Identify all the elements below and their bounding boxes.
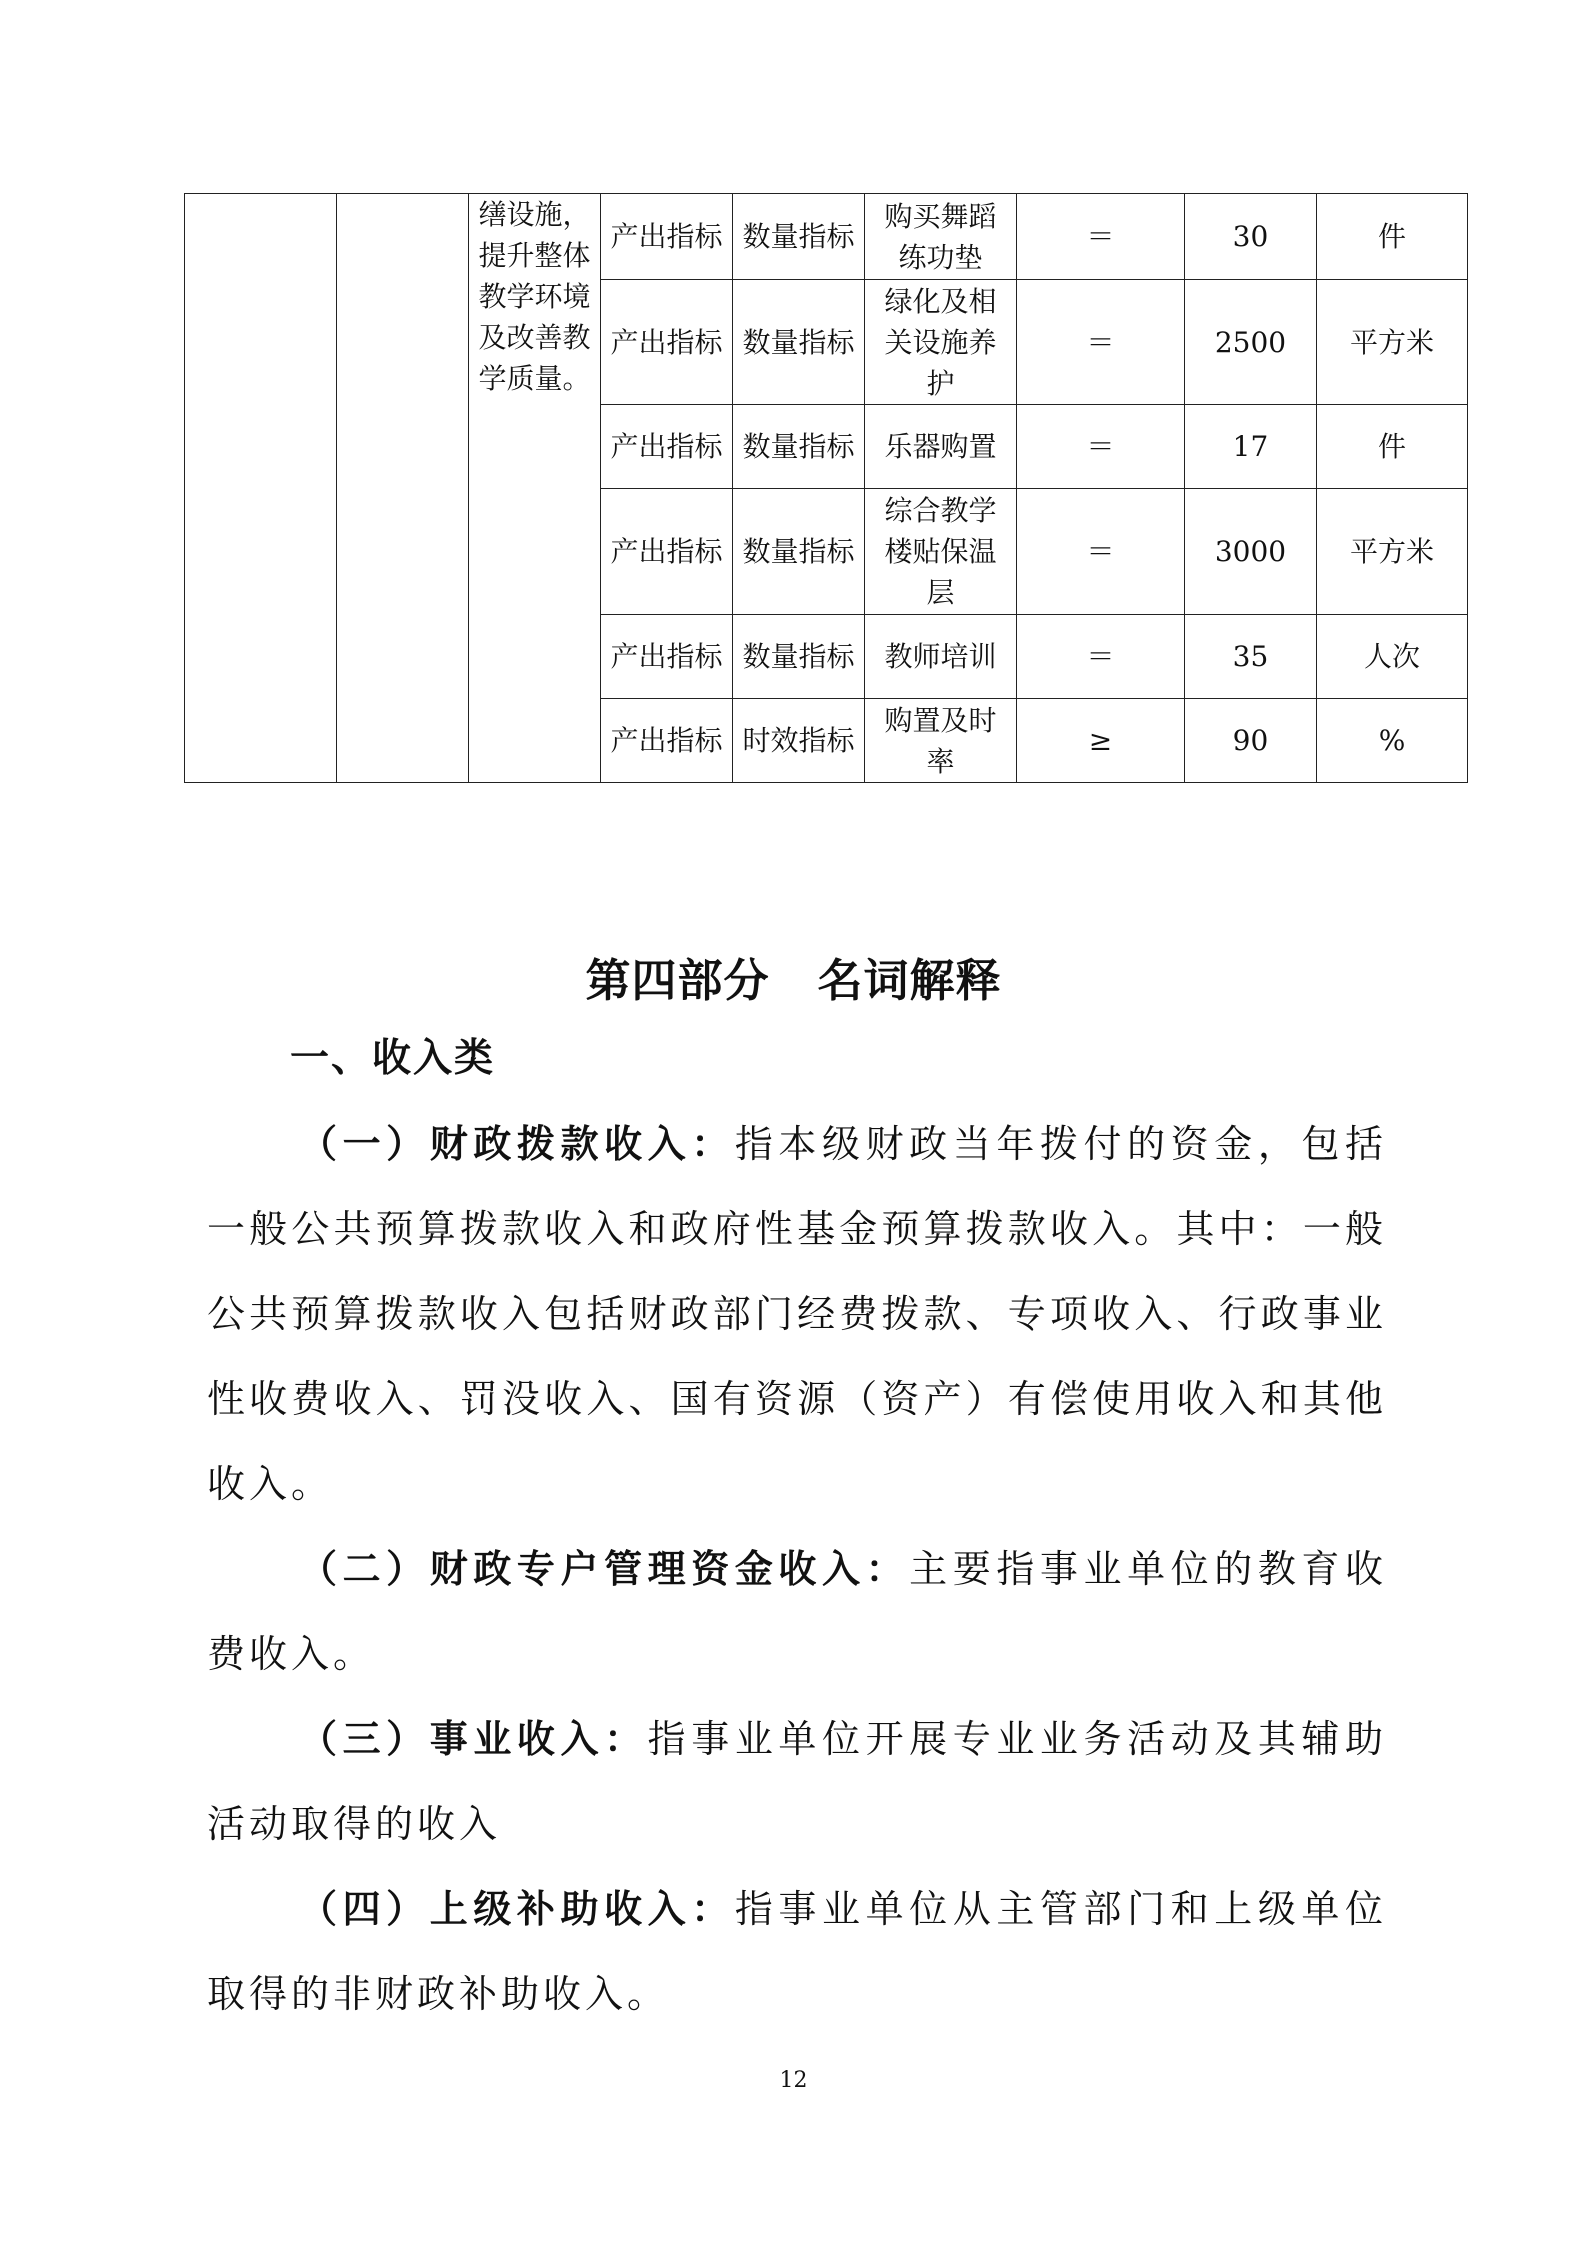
definition-text: 指事业单位开展专业业务活动及其辅助活动取得的收入: [207, 1717, 1387, 1846]
definition-text: 主要指事业单位的教育收费收入。: [207, 1547, 1387, 1676]
project-name-cell: [185, 194, 337, 783]
level1-cell: 产出指标: [601, 280, 733, 405]
goal-cell: [469, 194, 601, 783]
level2-cell: 数量指标: [733, 489, 865, 615]
section-heading: 一、收入类: [290, 1036, 496, 1081]
definition-term: （三）事业收入：: [299, 1717, 648, 1761]
definition-text: 指事业单位从主管部门和上级单位取得的非财政补助收入。: [207, 1887, 1387, 2016]
unit-cell: 平方米: [1317, 280, 1468, 405]
part-title: [0, 944, 1587, 1009]
operator-cell: ＝: [1017, 280, 1185, 405]
operator-cell: ＝: [1017, 194, 1185, 280]
operator-cell: ＝: [1017, 615, 1185, 699]
fund-cell: [337, 194, 469, 783]
unit-cell: %: [1317, 699, 1468, 783]
goal-text: 缮设施，提升整体教学环境及改善教学质量。: [478, 198, 591, 395]
part-number: 第四部分: [585, 954, 770, 1007]
indicator-cell: 购置及时率: [865, 699, 1017, 783]
page-number: 12: [779, 2068, 808, 2093]
unit-cell: 件: [1317, 194, 1468, 280]
value-cell: 90: [1185, 699, 1317, 783]
operator-cell: ＝: [1017, 405, 1185, 489]
unit-cell: 人次: [1317, 615, 1468, 699]
definition-term: （一）财政拨款收入：: [299, 1122, 735, 1166]
indicator-cell: 教师培训: [865, 615, 1017, 699]
unit-cell: 平方米: [1317, 489, 1468, 615]
value-cell: 35: [1185, 615, 1317, 699]
indicator-cell: 绿化及相关设施养护: [865, 280, 1017, 405]
table-row: [185, 194, 1468, 280]
level1-cell: 产出指标: [601, 615, 733, 699]
level2-cell: 数量指标: [733, 615, 865, 699]
level2-cell: 数量指标: [733, 194, 865, 280]
definition-paragraph: [207, 1527, 1387, 1697]
unit-cell: 件: [1317, 405, 1468, 489]
operator-cell: ＝: [1017, 489, 1185, 615]
indicator-cell: 综合教学楼贴保温层: [865, 489, 1017, 615]
level1-cell: 产出指标: [601, 699, 733, 783]
operator-cell: ≥: [1017, 699, 1185, 783]
definitions-body: [207, 1102, 1387, 2037]
level1-cell: 产出指标: [601, 489, 733, 615]
value-cell: 3000: [1185, 489, 1317, 615]
value-cell: 30: [1185, 194, 1317, 280]
performance-indicator-table: [184, 193, 1468, 783]
definition-paragraph: [207, 1697, 1387, 1867]
definition-text: 指本级财政当年拨付的资金，包括一般公共预算拨款收入和政府性基金预算拨款收入。其中：一般公共预算拨款收入包括财政部门经费拨款、专项收入、行政事业性收费收入、罚没收入、国有资源（资产）有偿使用收入和其他收入。: [207, 1122, 1387, 1506]
part-name: 名词解释: [817, 954, 1002, 1007]
level2-cell: 数量指标: [733, 405, 865, 489]
definition-term: （四）上级补助收入：: [299, 1887, 735, 1931]
indicator-cell: 乐器购置: [865, 405, 1017, 489]
indicator-cell: 购买舞蹈练功垫: [865, 194, 1017, 280]
definition-term: （二）财政专户管理资金收入：: [299, 1547, 910, 1591]
level1-cell: 产出指标: [601, 405, 733, 489]
definition-paragraph: [207, 1102, 1387, 1527]
definition-paragraph: [207, 1867, 1387, 2037]
level2-cell: 数量指标: [733, 280, 865, 405]
level2-cell: 时效指标: [733, 699, 865, 783]
level1-cell: 产出指标: [601, 194, 733, 280]
value-cell: 2500: [1185, 280, 1317, 405]
value-cell: 17: [1185, 405, 1317, 489]
